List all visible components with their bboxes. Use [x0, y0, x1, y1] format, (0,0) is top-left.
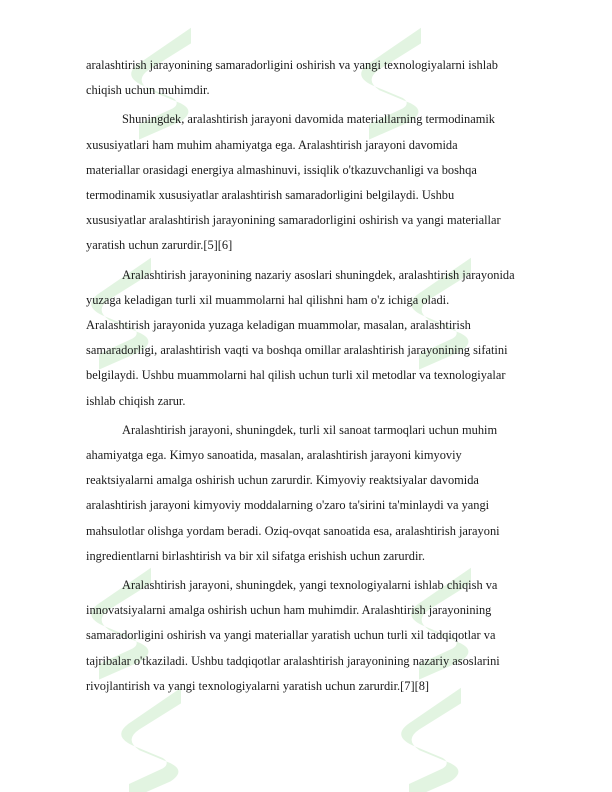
text-line: termodinamik xususiyatlar aralashtirish samaradorligini belgilaydi. Ushbu [86, 188, 455, 203]
text-line: yaratish uchun zarurdir.[5][6] [86, 238, 233, 253]
text-line: rivojlantirish va yangi texnologiyalarni yaratish uchun zarurdir.[7][8] [86, 678, 430, 693]
text-line: chiqish uchun muhimdir. [86, 83, 210, 98]
text-line: yuzaga keladigan turli xil muammolarni hal qilishni ham o'z ichiga oladi. [86, 292, 450, 307]
paragraph [86, 53, 558, 103]
document-body [86, 53, 558, 699]
text-line: belgilaydi. Ushbu muammolarni hal qilish uchun turli xil metodlar va texnologiyalar [86, 368, 506, 383]
text-line: Aralashtirish jarayoni, shuningdek, turli xil sanoat tarmoqlari uchun muhim [122, 422, 498, 437]
text-line: tajribalar o'tkaziladi. Ushbu tadqiqotlar aralashtirish jarayonining nazariy asoslarini [86, 653, 500, 668]
text-line: aralashtirish jarayonining samaradorligini oshirish va yangi texnologiyalarni ishlab [86, 58, 498, 72]
text-line: ishlab chiqish zarur. [86, 393, 186, 408]
text-line: Aralashtirish jarayonining nazariy asoslari shuningdek, aralashtirish jarayonida [122, 267, 515, 282]
paragraph [86, 418, 558, 569]
text-line: xususiyatlar aralashtirish jarayonining samaradorligini oshirish va yangi materiallar [86, 213, 501, 228]
text-line: materiallar orasidagi energiya almashinuvi, issiqlik o'tkazuvchanligi va boshqa [86, 162, 477, 177]
text-line: innovatsiyalarni amalga oshirish uchun ham muhimdir. Aralashtirish jarayonining [86, 603, 492, 618]
paragraph [86, 573, 558, 699]
text-line: aralashtirish jarayoni kimyoviy moddalarning o'zaro ta'sirini ta'minlaydi va yangi [86, 498, 490, 513]
text-line: ahamiyatga ega. Kimyo sanoatida, masalan, aralashtirish jarayoni kimyoviy [86, 448, 462, 463]
text-line: samaradorligini oshirish va yangi materiallar yaratish uchun turli xil tadqiqotlar va [86, 628, 496, 643]
text-line: samaradorligi, aralashtirish vaqti va boshqa omillar aralashtirish jarayonining sifatini [86, 343, 508, 358]
paragraph [86, 263, 558, 414]
text-line: Aralashtirish jarayoni, shuningdek, yangi texnologiyalarni ishlab chiqish va [122, 578, 498, 593]
text-line: reaktsiyalarni amalga oshirish uchun zarurdir. Kimyoviy reaktsiyalar davomida [86, 473, 479, 488]
text-line: Shuningdek, aralashtirish jarayoni davomida materiallarning termodinamik [122, 112, 495, 127]
text-line: ingredientlarni birlashtirish va bir xil sifatga erishish uchun zarurdir. [86, 548, 425, 563]
text-line: mahsulotlar olishga yordam beradi. Oziq-ovqat sanoatida esa, aralashtirish jarayoni [86, 523, 500, 538]
text-line: xususiyatlari ham muhim ahamiyatga ega. Aralashtirish jarayoni davomida [86, 137, 458, 152]
paragraph [86, 107, 558, 258]
text-line: Aralashtirish jarayonida yuzaga keladigan muammolar, masalan, aralashtirish [86, 318, 471, 333]
